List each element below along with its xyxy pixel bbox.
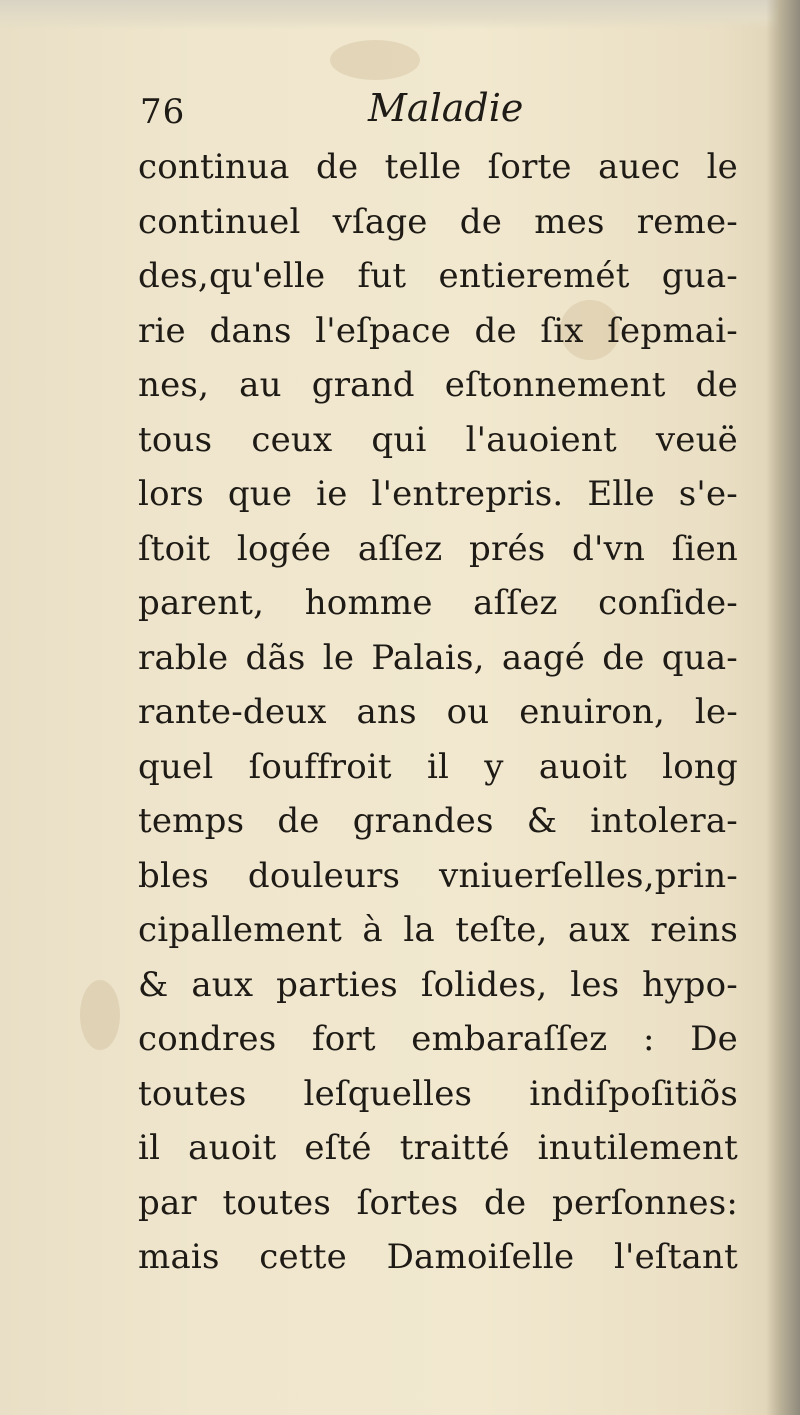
text-line: mais cette Damoiſelle l'eſtant xyxy=(138,1237,738,1277)
body-text xyxy=(138,140,738,1285)
text-line: condres fort embaraſſez : De xyxy=(138,1019,738,1059)
text-line: continua de telle ſorte auec le xyxy=(138,147,738,187)
text-line: toutes leſquelles indiſpoſitiõs xyxy=(138,1073,738,1114)
text-line: nes, au grand eſtonnement de xyxy=(138,365,738,405)
foxing-spot xyxy=(330,40,420,80)
text-line: continuel vſage de mes reme- xyxy=(138,201,738,242)
text-line: lors que ie l'entrepris. Elle s'e- xyxy=(138,474,738,514)
text-line: rante-deux ans ou enuiron, le- xyxy=(138,692,738,732)
text-line: ſtoit logée aſſez prés d'vn ſien xyxy=(138,528,738,569)
running-head: Maladie xyxy=(368,86,524,130)
text-line: tous ceux qui l'auoient veuë xyxy=(138,419,738,460)
text-line: & aux parties ſolides, les hypo- xyxy=(138,964,738,1005)
foxing-spot xyxy=(80,980,120,1050)
text-line: temps de grandes & intolera- xyxy=(138,801,738,841)
text-line: cipallement à la teſte, aux reins xyxy=(138,910,738,950)
text-line: parent, homme aſſez conſide- xyxy=(138,583,738,623)
text-line: il auoit eſté traitté inutilement xyxy=(138,1128,738,1168)
page-number: 76 xyxy=(140,92,186,132)
binding-edge xyxy=(766,0,800,1415)
text-line: quel ſouffroit il y auoit long xyxy=(138,746,738,787)
text-line: rable dãs le Palais, aagé de qua- xyxy=(138,637,738,678)
text-line: rie dans l'eſpace de ſix ſepmai- xyxy=(138,310,738,351)
text-line: des,qu'elle fut entieremét gua- xyxy=(138,256,738,296)
page-top-edge xyxy=(0,0,800,30)
text-line: bles douleurs vniuerſelles,prin- xyxy=(138,855,738,896)
page-header xyxy=(140,86,720,142)
text-line: par toutes ſortes de perſonnes: xyxy=(138,1182,738,1223)
